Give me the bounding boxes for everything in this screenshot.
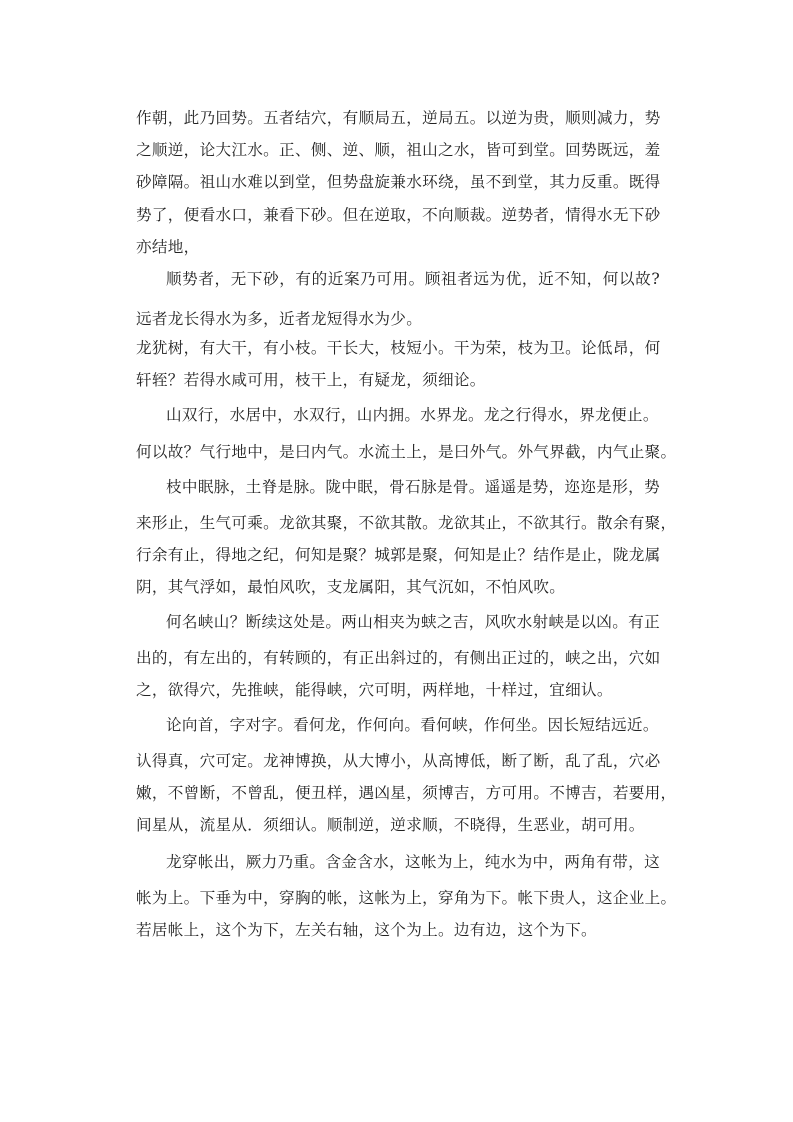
text-line: 远者龙长得水为多，近者龙短得水为少。 — [136, 310, 423, 328]
text-line: 作朝，此乃回势。五者结穴，有顺局五，逆局五。以逆为贵，顺则减力，势 — [136, 109, 661, 127]
text-line: 间星从，流星从．须细认。顺制逆，逆求顺，不晓得，生恶业，胡可用。 — [136, 816, 645, 834]
text-line: 之，欲得穴，先推峡，能得峡，穴可明，两样地，十样过，宜细认。 — [136, 681, 613, 699]
text-line: 若居帐上，这个为下，左关右轴，这个为上。边有边，这个为下。 — [136, 921, 597, 939]
text-line: 龙穿帐出，厥力乃重。含金含水，这帐为上，纯水为中，两角有带，这 — [166, 853, 660, 871]
text-line: 出的，有左出的，有转顾的，有正出斜过的，有侧出正过的，峡之出，穴如 — [136, 649, 661, 667]
text-line: 亦结地， — [136, 238, 200, 256]
text-line: 之顺逆，论大江水。正、侧、逆、顺，祖山之水，皆可到堂。回势既远，羞 — [136, 141, 661, 159]
text-line: 嫩，不曾断，不曾乱，便丑样，遇凶星，须博吉，方可用。不博吉，若要用， — [136, 784, 677, 802]
text-line: 来形止，生气可乘。龙欲其聚，不欲其散。龙欲其止，不欲其行。散余有聚， — [136, 514, 677, 532]
text-line: 认得真，穴可定。龙神博换，从大博小，从高博低，断了断，乱了乱，穴必 — [136, 752, 661, 770]
text-line: 行余有止，得地之纪，何知是聚？城郭是聚，何知是止？结作是止，陇龙属 — [136, 546, 661, 564]
text-line: 何名峡山？断续这处是。两山相夹为蛱之吉，风吹水射峡是以凶。有正 — [166, 613, 660, 631]
text-line: 势了，便看水口，兼看下砂。但在逆取，不向顺裁。逆势者，情得水无下砂 — [136, 206, 661, 224]
text-line: 轩轾？若得水咸可用，枝干上，有疑龙，须细论。 — [136, 371, 486, 389]
text-line: 论向首，字对字。看何龙，作何向。看何峡，作何坐。因长短结远近。 — [166, 716, 659, 734]
text-line: 顺势者，无下砂，有的近案乃可用。顾祖者远为优，近不知，何以故? — [166, 270, 660, 288]
text-line: 砂障隔。祖山水难以到堂，但势盘旋兼水环绕，虽不到堂，其力反重。既得 — [136, 173, 661, 191]
text-line: 阴，其气浮如，最怕风吹，支龙属阳，其气沉如，不怕风吹。 — [136, 578, 566, 596]
text-line: 山双行，水居中，水双行，山内拥。水界龙。龙之行得水，界龙便止。 — [166, 406, 659, 424]
text-line: 枝中眠脉，土脊是脉。陇中眠，骨石脉是骨。遥遥是势，迩迩是形，势 — [166, 478, 660, 496]
text-line: 何以故？气行地中，是曰内气。水流土上，是曰外气。外气界截，内气止聚。 — [136, 443, 677, 461]
text-line: 帐为上。下垂为中，穿胸的帐，这帐为上，穿角为下。帐下贵人，这企业上。 — [136, 889, 677, 907]
text-line: 龙犹树，有大干，有小枝。干长大，枝短小。干为荣，枝为卫。论低昂，何 — [136, 339, 661, 357]
